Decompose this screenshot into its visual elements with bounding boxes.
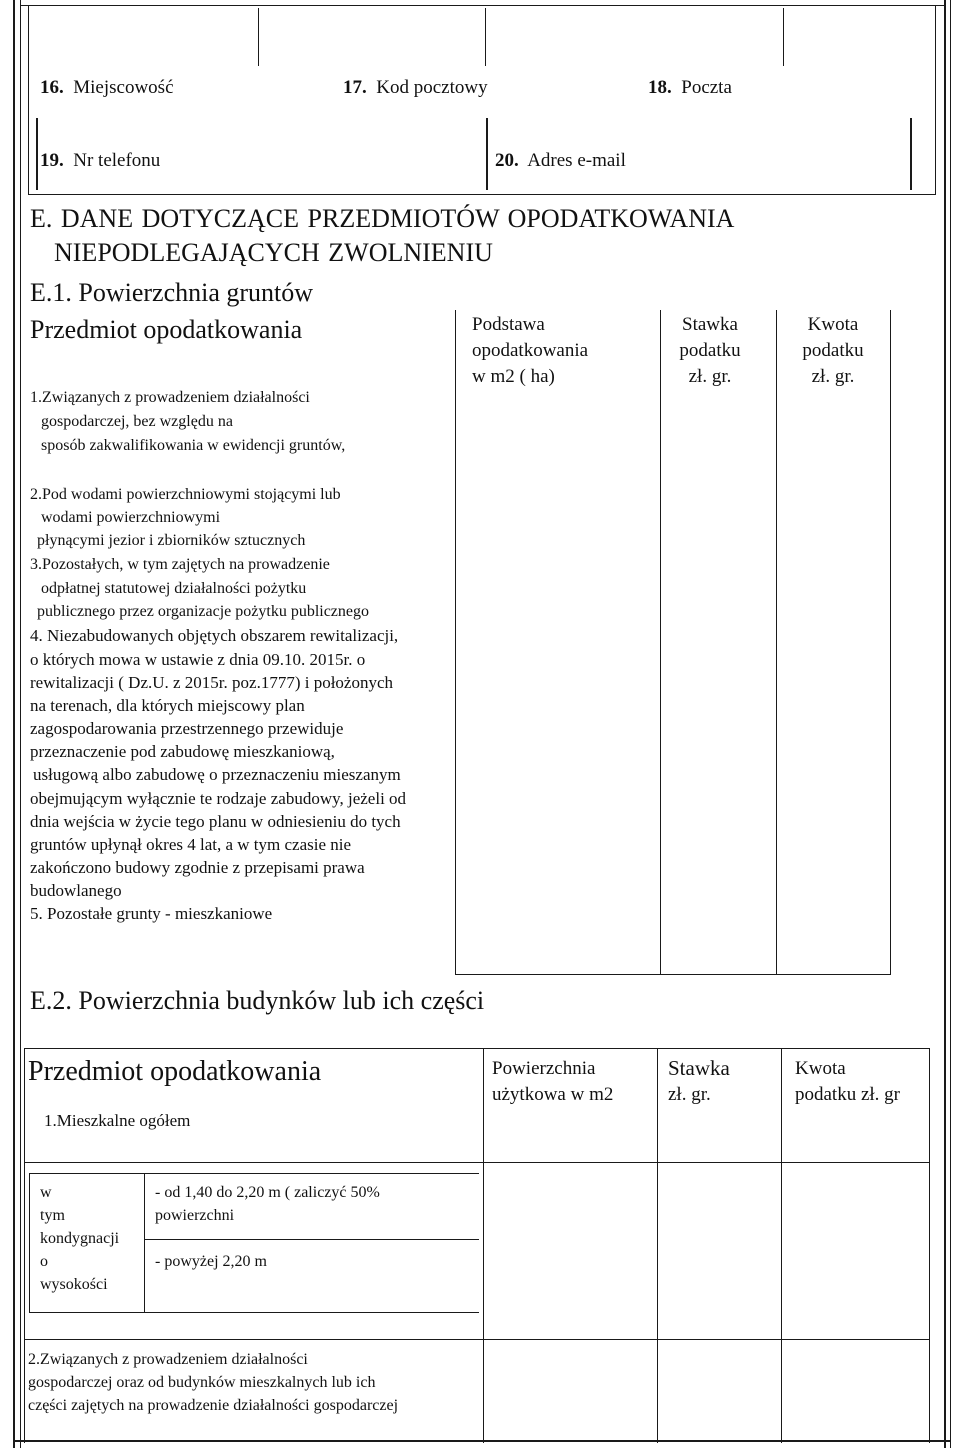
header-line: użytkowa w m2 — [492, 1084, 614, 1105]
e1-title: E.1. Powierzchnia gruntów — [30, 278, 314, 307]
label-line: o — [40, 1253, 48, 1270]
header-line: Kwota — [795, 1058, 846, 1079]
header-line: zł. gr. — [811, 366, 855, 387]
header-line: zł. gr. — [688, 366, 732, 387]
item-line: budowlanego — [30, 881, 122, 900]
header-line: podatku — [802, 340, 864, 361]
item-line: 4. Niezabudowanych objętych obszarem rewitalizacji, — [30, 626, 399, 645]
item-line: dnia wejścia w życie tego planu w odniesieniu do tych — [30, 812, 401, 831]
header-line: opodatkowania — [472, 340, 589, 361]
e2-range-2: - powyżej 2,20 m — [155, 1253, 267, 1270]
field-number: 19. — [40, 150, 64, 171]
field-label: Poczta — [681, 77, 732, 98]
header-line: Stawka — [682, 314, 738, 335]
e2-title: E.2. Powierzchnia budynków lub ich części — [30, 986, 485, 1015]
item-line: przeznaczenie pod zabudowę mieszkaniową, — [30, 742, 335, 761]
label-line: tym — [40, 1207, 65, 1224]
label-line: kondygnacji — [40, 1230, 120, 1247]
item-line: zagospodarowania przestrzennego przewiduje — [30, 719, 344, 738]
field-17-postal-code[interactable] — [343, 77, 488, 99]
field-18-post-office[interactable] — [648, 77, 732, 99]
e1-col-subject: Przedmiot opodatkowania — [30, 315, 303, 344]
header-line: zł. gr. — [668, 1084, 711, 1105]
section-e-title-line2: NIEPODLEGAJĄCYCH ZWOLNIENIU — [54, 238, 493, 267]
item-line: 2.Związanych z prowadzeniem działalności — [28, 1351, 308, 1368]
field-20-email[interactable] — [495, 150, 626, 172]
range-line: powierzchni — [155, 1207, 235, 1224]
e1-item-5: 5. Pozostałe grunty - mieszkaniowe — [30, 904, 273, 923]
header-line: Powierzchnia — [492, 1058, 596, 1079]
e2-item-1: 1.Mieszkalne ogółem — [44, 1111, 191, 1130]
item-line: gospodarczej, bez względu na — [41, 413, 233, 430]
field-label: Miejscowość — [73, 77, 174, 98]
label-line: wysokości — [40, 1276, 108, 1293]
item-line: odpłatnej statutowej działalności pożytku — [41, 580, 307, 597]
label-line: w — [40, 1184, 52, 1201]
header-line: w m2 ( ha) — [472, 366, 555, 387]
field-number: 20. — [495, 150, 519, 171]
field-number: 16. — [40, 77, 64, 98]
header-line: podatku — [679, 340, 741, 361]
item-line: rewitalizacji ( Dz.U. z 2015r. poz.1777) i położonych — [30, 673, 394, 692]
range-line: - od 1,40 do 2,20 m ( zaliczyć 50% — [155, 1184, 380, 1201]
item-line: części zajętych na prowadzenie działalności gospodarczej — [28, 1397, 399, 1414]
field-number: 17. — [343, 77, 367, 98]
field-16-locality[interactable] — [40, 77, 174, 99]
item-line: zakończono budowy zgodnie z przepisami prawa — [30, 858, 365, 877]
item-line: publicznego przez organizacje pożytku publicznego — [37, 603, 370, 620]
item-line: gruntów upłynął okres 4 lat, a w tym czasie nie — [30, 835, 352, 854]
header-line: Stawka — [668, 1056, 730, 1080]
field-label: Nr telefonu — [73, 150, 161, 171]
field-19-phone[interactable] — [40, 150, 160, 172]
field-label: Adres e-mail — [527, 150, 626, 171]
header-line: Kwota — [807, 314, 859, 335]
item-line: wodami powierzchniowymi — [41, 509, 221, 526]
item-line: 2.Pod wodami powierzchniowymi stojącymi lub — [30, 486, 341, 503]
field-label: Kod pocztowy — [376, 77, 488, 98]
item-line: usługową albo zabudowę o przeznaczeniu mieszanym — [33, 765, 401, 784]
field-number: 18. — [648, 77, 672, 98]
item-line: sposób zakwalifikowania w ewidencji gruntów, — [41, 437, 346, 454]
header-line: Podstawa — [472, 314, 545, 335]
item-line: gospodarczej oraz od budynków mieszkalnych lub ich — [28, 1374, 376, 1391]
item-line: o których mowa w ustawie z dnia 09.10. 2015r. o — [30, 650, 366, 669]
item-line: 1.Związanych z prowadzeniem działalności — [30, 389, 310, 406]
e2-col-subject: Przedmiot opodatkowania — [28, 1056, 322, 1087]
item-line: obejmującym wyłącznie te rodzaje zabudowy, jeżeli od — [30, 789, 407, 808]
header-line: podatku zł. gr — [795, 1084, 901, 1105]
item-line: płynącymi jezior i zbiorników sztucznych — [37, 532, 306, 549]
item-line: na terenach, dla których miejscowy plan — [30, 696, 305, 715]
item-line: 3.Pozostałych, w tym zajętych na prowadzenie — [30, 556, 330, 573]
section-e-title-line1: E. DANE DOTYCZĄCE PRZEDMIOTÓW OPODATKOWANIA — [30, 204, 735, 233]
